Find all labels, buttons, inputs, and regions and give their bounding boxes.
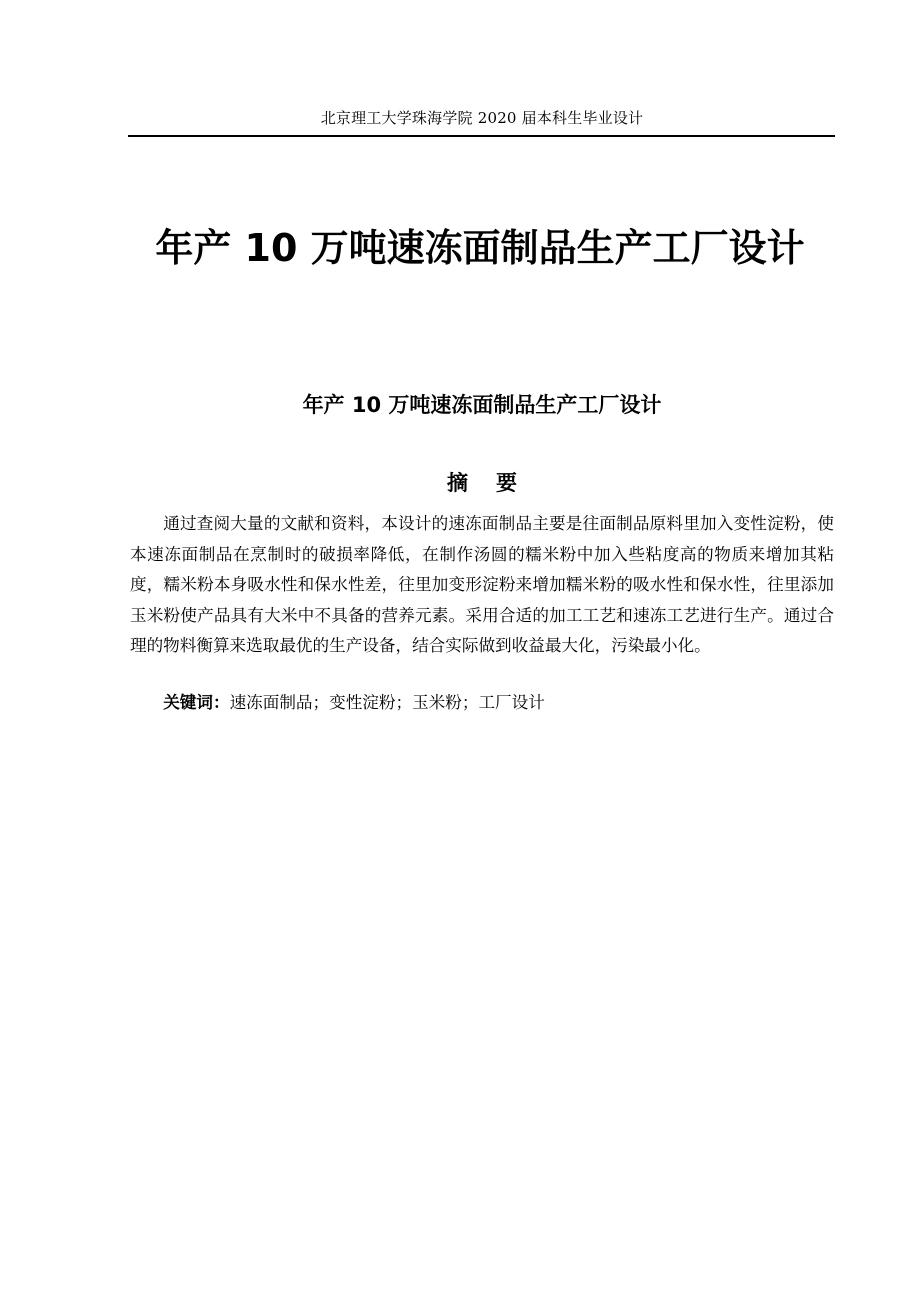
page-title: 年产 10 万吨速冻面制品生产工厂设计 (155, 226, 805, 270)
abstract-heading: 摘要 (447, 471, 545, 495)
header-divider (128, 135, 835, 137)
keywords-label: 关键词： (163, 693, 230, 712)
abstract-body: 通过查阅大量的文献和资料，本设计的速冻面制品主要是往面制品原料里加入变性淀粉，使本速冻面制品在烹制时的破损率降低，在制作汤圆的糯米粉中加入些粘度高的物质来增加其粘度，糯米粉本身吸水性和保水性差，往里加变形淀粉来增加糯米粉的吸水性和保水性，往里添加玉米粉使产品具有大米中不具备的营养元素。采用合适的加工工艺和速冻工艺进行生产。通过合理的物料衡算来选取最优的生产设备，结合实际做到收益最大化，污染最小化。 (130, 514, 834, 655)
keywords-text: 速冻面制品；变性淀粉；玉米粉；工厂设计 (229, 693, 545, 712)
running-header: 北京理工大学珠海学院 2020 届本科生毕业设计 (320, 109, 644, 127)
keywords-line (130, 688, 834, 718)
abstract-title: 年产 10 万吨速冻面制品生产工厂设计 (302, 393, 662, 417)
